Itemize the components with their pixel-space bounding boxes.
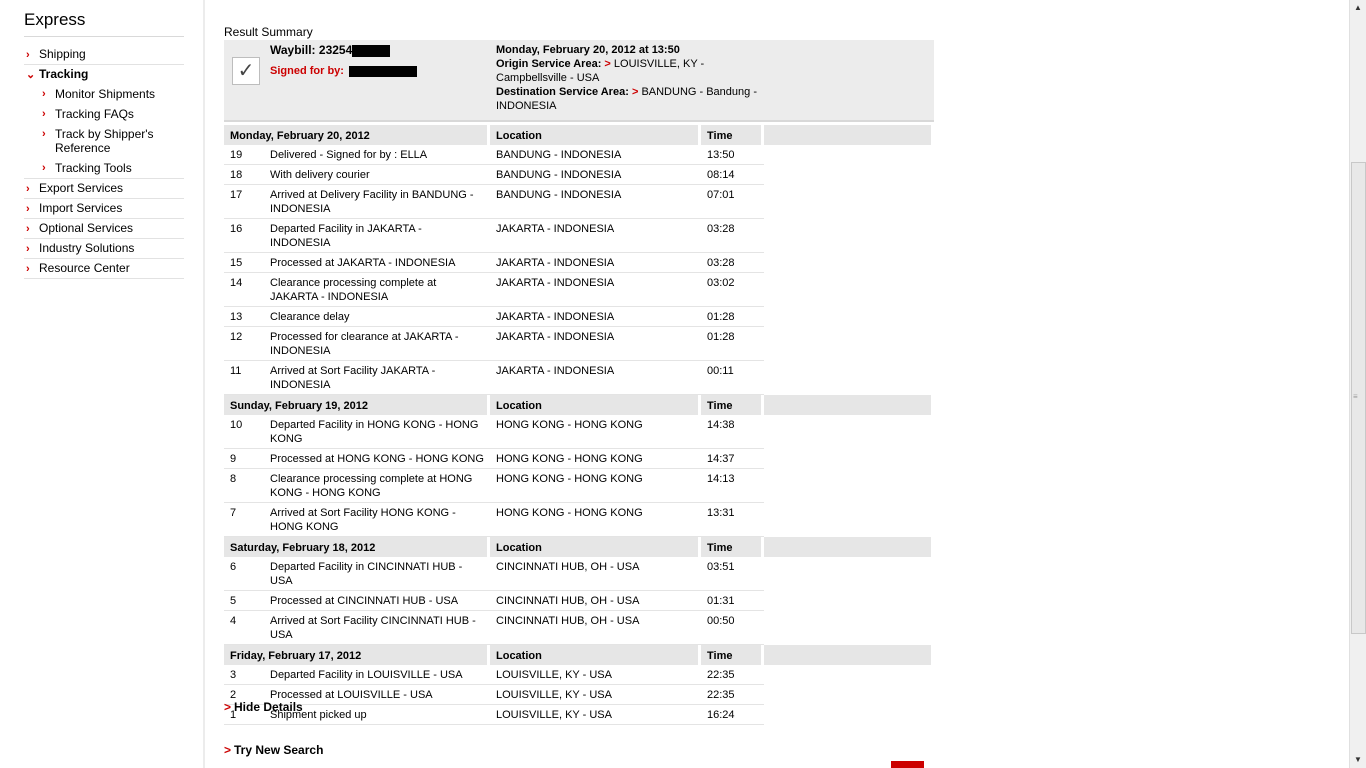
chevron-right-icon: ›: [26, 223, 30, 235]
event-location: BANDUNG - INDONESIA: [490, 165, 701, 185]
sidebar-item-monitor-shipments[interactable]: [40, 84, 184, 104]
event-description: Arrived at Delivery Facility in BANDUNG - INDONESIA: [264, 185, 490, 219]
sidebar-item-tracking-faqs[interactable]: [40, 104, 184, 124]
event-time: 14:38: [701, 415, 764, 449]
table-row: [224, 469, 934, 503]
event-description: Departed Facility in JAKARTA - INDONESIA: [264, 219, 490, 253]
event-number: 2: [224, 685, 264, 705]
table-row: [224, 219, 934, 253]
event-description: Processed at JAKARTA - INDONESIA: [264, 253, 490, 273]
delivery-date: Monday, February 20, 2012 at 13:50: [496, 44, 680, 56]
table-row: [224, 449, 934, 469]
chevron-right-icon: ›: [26, 183, 30, 195]
tracking-events-table: [224, 125, 934, 725]
sidebar-item-label: Tracking Tools: [55, 161, 132, 175]
event-description: Processed at HONG KONG - HONG KONG: [264, 449, 490, 469]
origin-value[interactable]: LOUISVILLE, KY - Campbellsville - USA: [496, 58, 705, 84]
event-description: Processed for clearance at JAKARTA - INDONESIA: [264, 327, 490, 361]
event-time: 16:24: [701, 705, 764, 725]
arrow-right-icon: >: [224, 700, 232, 714]
sidebar-item-optional-services[interactable]: [24, 219, 184, 239]
event-location: JAKARTA - INDONESIA: [490, 219, 701, 253]
sidebar-item-import-services[interactable]: [24, 199, 184, 219]
waybill-label: Waybill: 23254: [270, 43, 353, 57]
blank-cell: [764, 685, 934, 705]
time-header: Time: [701, 395, 764, 415]
sidebar-item-label: Optional Services: [39, 221, 134, 235]
chevron-right-icon: ›: [42, 162, 46, 174]
event-number: 1: [224, 705, 264, 725]
blank-cell: [764, 253, 934, 273]
event-location: JAKARTA - INDONESIA: [490, 361, 701, 395]
event-time: 03:51: [701, 557, 764, 591]
blank-header: [764, 125, 934, 145]
event-description: Arrived at Sort Facility JAKARTA - INDONESIA: [264, 361, 490, 395]
event-time: 01:28: [701, 327, 764, 361]
arrow-right-icon[interactable]: >: [631, 86, 639, 98]
hide-details-link[interactable]: [224, 700, 303, 714]
blank-cell: [764, 185, 934, 219]
blank-cell: [764, 469, 934, 503]
event-location: JAKARTA - INDONESIA: [490, 273, 701, 307]
chevron-right-icon: ›: [42, 108, 46, 120]
blank-cell: [764, 219, 934, 253]
sidebar-item-resource-center[interactable]: [24, 259, 184, 279]
date-header-row: [224, 537, 934, 557]
blank-cell: [764, 503, 934, 537]
time-header: Time: [701, 125, 764, 145]
event-description: Departed Facility in HONG KONG - HONG KONG: [264, 415, 490, 449]
sidebar-item-label: Export Services: [39, 181, 124, 195]
table-row: [224, 165, 934, 185]
sidebar-item-tracking[interactable]: [24, 65, 184, 84]
date-header: Saturday, February 18, 2012: [224, 537, 490, 557]
arrow-right-icon[interactable]: >: [604, 58, 611, 70]
check-icon: ✓: [232, 57, 260, 85]
sidebar-item-shipping[interactable]: [24, 45, 184, 65]
table-row: [224, 145, 934, 165]
destination-value[interactable]: BANDUNG - Bandung - INDONESIA: [496, 86, 757, 112]
sidebar-item-label: Track by Shipper's Reference: [55, 127, 154, 155]
event-time: 22:35: [701, 665, 764, 685]
event-description: With delivery courier: [264, 165, 490, 185]
table-row: [224, 361, 934, 395]
divider: [24, 36, 184, 37]
event-time: 03:28: [701, 253, 764, 273]
date-header: Sunday, February 19, 2012: [224, 395, 490, 415]
summary-details: [496, 43, 766, 113]
table-row: [224, 611, 934, 645]
event-time: 01:28: [701, 307, 764, 327]
event-time: 14:13: [701, 469, 764, 503]
blank-cell: [764, 361, 934, 395]
redacted-signature: [349, 66, 417, 77]
sidebar-item-label: Shipping: [39, 47, 86, 61]
event-description: Clearance processing complete at HONG KONG - HONG KONG: [264, 469, 490, 503]
blank-cell: [764, 665, 934, 685]
blank-cell: [764, 415, 934, 449]
event-description: Clearance delay: [264, 307, 490, 327]
event-location: JAKARTA - INDONESIA: [490, 307, 701, 327]
event-location: BANDUNG - INDONESIA: [490, 145, 701, 165]
table-row: [224, 307, 934, 327]
blank-header: [764, 395, 934, 415]
blank-header: [764, 645, 934, 665]
blank-cell: [764, 557, 934, 591]
date-header: Monday, February 20, 2012: [224, 125, 490, 145]
event-number: 19: [224, 145, 264, 165]
destination-label: Destination Service Area:: [496, 86, 629, 98]
sidebar-nav: [24, 45, 184, 279]
blank-cell: [764, 165, 934, 185]
blank-cell: [764, 273, 934, 307]
event-number: 8: [224, 469, 264, 503]
signed-label: Signed for by:: [270, 65, 344, 77]
event-number: 6: [224, 557, 264, 591]
sidebar-item-label: Resource Center: [39, 261, 130, 275]
event-description: Delivered - Signed for by : ELLA: [264, 145, 490, 165]
event-time: 08:14: [701, 165, 764, 185]
event-description: Clearance processing complete at JAKARTA - INDONESIA: [264, 273, 490, 307]
link-label: Try New Search: [234, 743, 324, 757]
table-row: [224, 415, 934, 449]
event-number: 18: [224, 165, 264, 185]
sidebar-item-export-services[interactable]: [24, 178, 184, 199]
event-location: JAKARTA - INDONESIA: [490, 327, 701, 361]
tracking-submenu: [24, 84, 184, 178]
event-number: 5: [224, 591, 264, 611]
event-location: CINCINNATI HUB, OH - USA: [490, 611, 701, 645]
location-header: Location: [490, 537, 701, 557]
table-row: [224, 557, 934, 591]
sidebar: [0, 0, 205, 768]
sidebar-item-tracking-tools[interactable]: [40, 158, 184, 178]
event-number: 16: [224, 219, 264, 253]
event-number: 9: [224, 449, 264, 469]
sidebar-item-label: Import Services: [39, 201, 123, 215]
event-time: 03:02: [701, 273, 764, 307]
chevron-down-icon: ⌄: [26, 69, 36, 81]
red-corner-block: [891, 761, 924, 768]
event-description: Processed at LOUISVILLE - USA: [264, 685, 490, 705]
sidebar-item-track-by-reference[interactable]: [40, 124, 184, 158]
event-location: HONG KONG - HONG KONG: [490, 469, 701, 503]
event-time: 14:37: [701, 449, 764, 469]
event-number: 11: [224, 361, 264, 395]
location-header: Location: [490, 125, 701, 145]
scroll-grip-icon: ≡: [1353, 392, 1358, 401]
chevron-right-icon: ›: [26, 263, 30, 275]
chevron-right-icon: ›: [26, 49, 30, 61]
time-header: Time: [701, 645, 764, 665]
table-row: [224, 253, 934, 273]
link-label: Hide Details: [234, 700, 303, 714]
table-row: [224, 705, 934, 725]
event-location: HONG KONG - HONG KONG: [490, 415, 701, 449]
signed-for-by: [270, 65, 417, 77]
event-location: LOUISVILLE, KY - USA: [490, 665, 701, 685]
chevron-right-icon: ›: [26, 243, 30, 255]
origin-label: Origin Service Area:: [496, 58, 602, 70]
event-time: 00:11: [701, 361, 764, 395]
event-description: Processed at CINCINNATI HUB - USA: [264, 591, 490, 611]
event-location: HONG KONG - HONG KONG: [490, 503, 701, 537]
date-header-row: [224, 645, 934, 665]
event-number: 3: [224, 665, 264, 685]
event-number: 4: [224, 611, 264, 645]
scroll-up-icon[interactable]: ▲: [1350, 0, 1366, 16]
origin-service-area: [496, 57, 766, 85]
redacted-waybill: [352, 45, 390, 57]
arrow-right-icon: >: [224, 743, 232, 757]
event-time: 13:31: [701, 503, 764, 537]
blank-cell: [764, 145, 934, 165]
event-location: LOUISVILLE, KY - USA: [490, 685, 701, 705]
event-location: JAKARTA - INDONESIA: [490, 253, 701, 273]
chevron-right-icon: ›: [42, 128, 46, 140]
destination-service-area: [496, 85, 766, 113]
event-description: Arrived at Sort Facility HONG KONG - HONG KONG: [264, 503, 490, 537]
sidebar-item-industry-solutions[interactable]: [24, 239, 184, 259]
date-header: Friday, February 17, 2012: [224, 645, 490, 665]
event-number: 12: [224, 327, 264, 361]
table-row: [224, 503, 934, 537]
event-location: CINCINNATI HUB, OH - USA: [490, 591, 701, 611]
sidebar-item-label: Industry Solutions: [39, 241, 135, 255]
sidebar-item-label: Tracking: [39, 67, 89, 81]
try-new-search-link[interactable]: [224, 743, 323, 757]
scroll-down-icon[interactable]: ▼: [1350, 752, 1366, 768]
event-time: 01:31: [701, 591, 764, 611]
event-number: 15: [224, 253, 264, 273]
blank-cell: [764, 307, 934, 327]
event-number: 14: [224, 273, 264, 307]
vertical-scrollbar[interactable]: [1349, 0, 1366, 768]
sidebar-brand: Express: [24, 10, 86, 29]
event-description: Departed Facility in CINCINNATI HUB - USA: [264, 557, 490, 591]
table-row: [224, 665, 934, 685]
event-number: 17: [224, 185, 264, 219]
blank-cell: [764, 591, 934, 611]
chevron-right-icon: ›: [42, 88, 46, 100]
event-number: 10: [224, 415, 264, 449]
event-description: Arrived at Sort Facility CINCINNATI HUB - USA: [264, 611, 490, 645]
event-description: Departed Facility in LOUISVILLE - USA: [264, 665, 490, 685]
sidebar-item-label: Monitor Shipments: [55, 87, 156, 101]
result-summary-box: [224, 40, 934, 122]
blank-cell: [764, 611, 934, 645]
event-number: 7: [224, 503, 264, 537]
event-location: HONG KONG - HONG KONG: [490, 449, 701, 469]
event-description: Shipment picked up: [264, 705, 490, 725]
location-header: Location: [490, 395, 701, 415]
event-time: 00:50: [701, 611, 764, 645]
blank-cell: [764, 705, 934, 725]
time-header: Time: [701, 537, 764, 557]
date-header-row: [224, 125, 934, 145]
chevron-right-icon: ›: [26, 203, 30, 215]
table-row: [224, 185, 934, 219]
event-location: CINCINNATI HUB, OH - USA: [490, 557, 701, 591]
blank-cell: [764, 327, 934, 361]
blank-cell: [764, 449, 934, 469]
table-row: [224, 685, 934, 705]
sidebar-item-label: Tracking FAQs: [55, 107, 134, 121]
event-location: BANDUNG - INDONESIA: [490, 185, 701, 219]
event-number: 13: [224, 307, 264, 327]
blank-header: [764, 537, 934, 557]
event-time: 03:28: [701, 219, 764, 253]
event-time: 07:01: [701, 185, 764, 219]
event-location: LOUISVILLE, KY - USA: [490, 705, 701, 725]
event-time: 13:50: [701, 145, 764, 165]
table-row: [224, 273, 934, 307]
date-header-row: [224, 395, 934, 415]
waybill-number: [270, 43, 390, 57]
location-header: Location: [490, 645, 701, 665]
table-row: [224, 327, 934, 361]
result-summary-title: Result Summary: [224, 25, 313, 39]
event-time: 22:35: [701, 685, 764, 705]
table-row: [224, 591, 934, 611]
